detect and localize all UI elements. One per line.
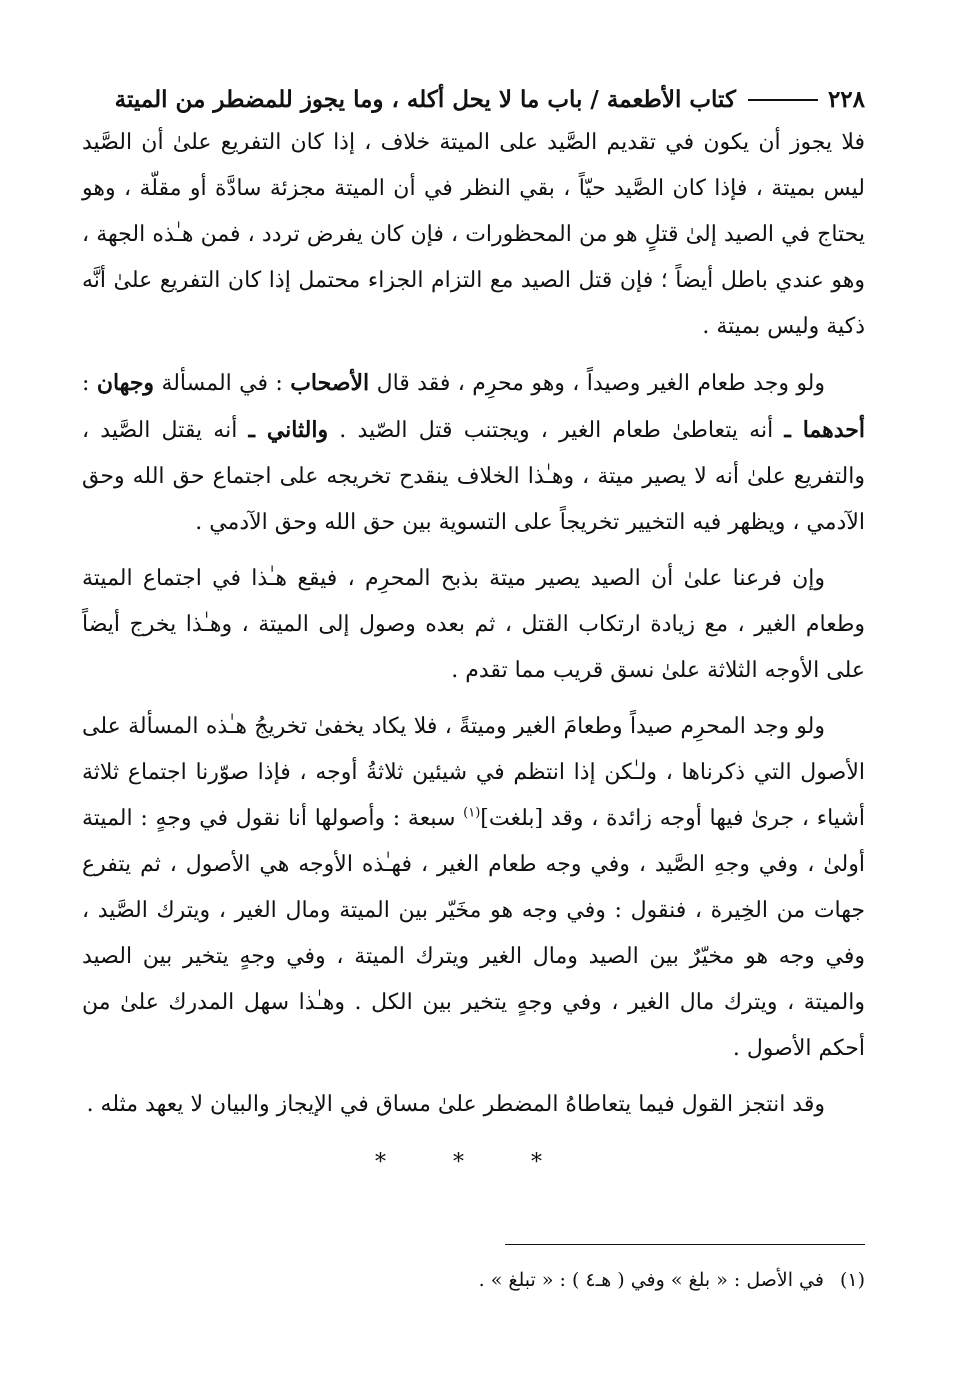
paragraph-2 <box>82 360 865 546</box>
footnote-ref[interactable]: (١) <box>463 805 481 821</box>
footnote-rule <box>505 1244 865 1245</box>
p2-text-c: : في المسألة <box>161 371 283 396</box>
p2-bold-wajhan: وجهان <box>96 370 155 396</box>
paragraph-4 <box>82 704 865 1072</box>
p2-text-g: أنه يتعاطىٰ طعام الغير ، ويجتنب قتل الصّيد . <box>339 418 774 443</box>
p2-text-e: : <box>82 371 90 396</box>
page-header <box>82 80 865 120</box>
p2-bold-first: أحدهما ـ <box>784 417 866 443</box>
p2-text-i: أنه يقتل الصَّيد ، والتفريع علىٰ أنه لا يصير ميتة ، وهـٰذا الخلاف ينقدح تخريجه على اجتماع حق الله وحق الآدمي ، ويظهر فيه التخيير تخريجاً على التسوية بين حق الله وحق الآدمي . <box>82 418 865 535</box>
p2-text-a: ولو وجد طعام الغير وصيداً ، وهو محرِم ، فقد قال <box>376 371 826 396</box>
footnote <box>82 1264 865 1296</box>
p4-text-a: ولو وجد المحرِم صيداً وطعامَ الغير وميتةً ، فلا يكاد يخفىٰ تخريجُ هـٰذه المسألة على الأصول التي ذكرناها ، ولـٰكن إذا انتظم في شيئين ثلاثةُ أوجه ، فإذا صوّرنا اجتماع ثلاثة أشياء ، جرىٰ فيها أوجه زائدة ، وقد [بلغت] <box>82 714 865 831</box>
paragraph-3 <box>82 556 865 694</box>
page <box>82 80 865 1370</box>
footnote-text: في الأصل : « بلغ » وفي ( هـ٤ ) : « تبلغ » . <box>478 1269 824 1291</box>
paragraph-1-text: فلا يجوز أن يكون في تقديم الصَّيد على الميتة خلاف ، إذا كان التفريع علىٰ أن الصَّيد ليس بميتة ، فإذا كان الصَّيد حيّاً ، بقي النظر في أن الميتة مجزئة سادَّة أو مقلّة ، وهو يحتاج في الصيد إلىٰ قتلٍ هو من المحظورات ، فإن كان يفرض تردد ، فمن هـٰذه الجهة ، وهو عندي باطل أيضاً ؛ فإن قتل الصيد مع التزام الجزاء محتمل إذا كان التفريع علىٰ أنَّه ذكية وليس بميتة . <box>82 130 866 339</box>
p2-bold-second: والثاني ـ <box>248 417 329 443</box>
p4-text-b: سبعة : وأصولها أنا نقول في وجهٍ : الميتة أولىٰ ، وفي وجهِ الصَّيد ، وفي وجه طعام الغير ، فهـٰذه الأوجه هي الأصول ، ثم يتفرع جهات من الخِيرة ، فنقول : وفي وجه هو مخَيّر بين الميتة ومال الغير ، ويترك الصَّيد ، وفي وجه هو مخيّرٌ بين الصيد ومال الغير ويترك الميتة ، وفي وجهٍ يتخير بين الصيد والميتة ، ويترك مال الغير ، وفي وجهٍ يتخير بين الكل . وهـٰذا سهل المدرك علىٰ من أحكم الأصول . <box>82 806 865 1061</box>
footnote-number: (١) <box>839 1269 865 1291</box>
paragraph-3-text: وإن فرعنا علىٰ أن الصيد يصير ميتة بذبح المحرِم ، فيقع هـٰذا في اجتماع الميتة وطعام الغير ، مع زيادة ارتكاب القتل ، ثم بعده وصول إلى الميتة ، وهـٰذا يخرج أيضاً على الأوجه الثلاثة علىٰ نسق قريب مما تقدم . <box>82 566 865 683</box>
section-separator: * * * <box>375 1150 572 1175</box>
p2-bold-ashab: الأصحاب <box>290 370 370 396</box>
running-title: كتاب الأطعمة / باب ما لا يحل أكله ، وما يجوز للمضطر من الميتة <box>114 86 736 113</box>
page-number: ٢٢٨ <box>827 86 865 113</box>
header-rule <box>748 99 818 101</box>
paragraph-5-text: وقد انتجز القول فيما يتعاطاهُ المضطر علىٰ مساق في الإيجاز والبيان لا يعهد مثله . <box>86 1092 825 1117</box>
paragraph-5 <box>82 1082 865 1128</box>
paragraph-1 <box>82 120 865 350</box>
